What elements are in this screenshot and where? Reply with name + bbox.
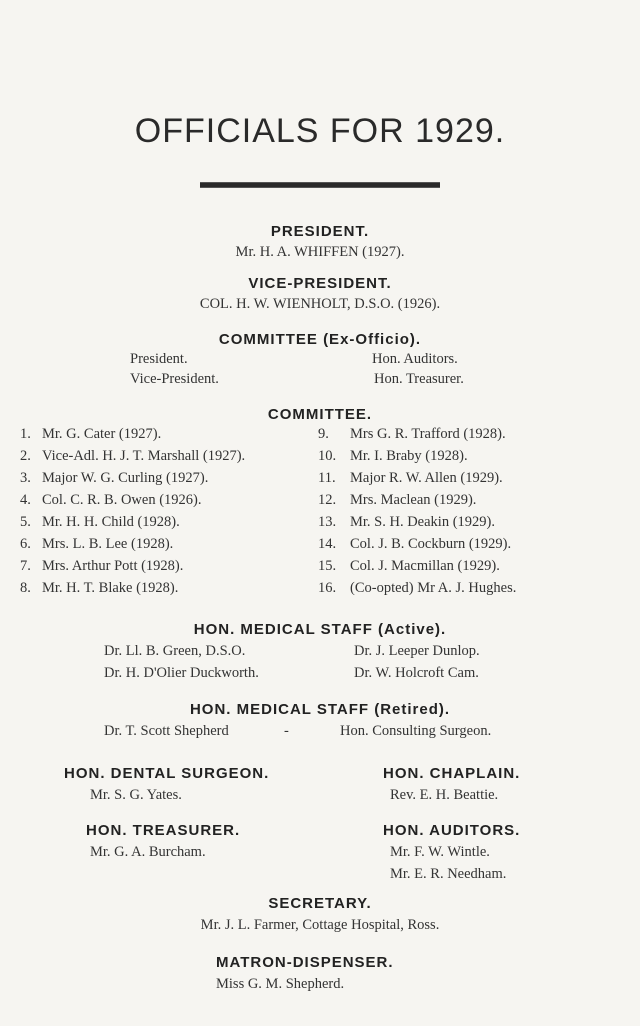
committee-member: 4. Col. C. R. B. Owen (1926).: [20, 492, 202, 508]
chaplain-heading: HON. CHAPLAIN.: [383, 765, 521, 782]
ex-officio-left-2: Vice-President.: [130, 371, 219, 387]
medical-retired-dash: -: [284, 723, 289, 739]
page-title: OFFICIALS FOR 1929.: [134, 112, 506, 150]
medical-retired-name: Dr. T. Scott Shepherd: [104, 723, 229, 739]
committee-member: 16. (Co-opted) Mr A. J. Hughes.: [318, 580, 517, 596]
medical-retired-role: Hon. Consulting Surgeon.: [340, 723, 492, 739]
matron-name: Miss G. M. Shepherd.: [216, 976, 345, 992]
medical-retired-heading: HON. MEDICAL STAFF (Retired).: [189, 701, 451, 718]
matron-heading: MATRON-DISPENSER.: [216, 954, 394, 971]
chaplain-name: Rev. E. H. Beattie.: [390, 787, 499, 803]
committee-member: 12. Mrs. Maclean (1929).: [318, 492, 477, 508]
committee-member: 14. Col. J. B. Cockburn (1929).: [318, 536, 512, 552]
medical-active-right-2: Dr. W. Holcroft Cam.: [354, 665, 479, 681]
auditors-heading: HON. AUDITORS.: [383, 822, 521, 839]
committee-member: 3. Major W. G. Curling (1927).: [20, 470, 209, 486]
committee-member: 9. Mrs G. R. Trafford (1928).: [318, 426, 506, 442]
ex-officio-left-1: President.: [130, 351, 188, 367]
committee-member: 2. Vice-Adl. H. J. T. Marshall (1927).: [20, 448, 246, 464]
committee-member: 8. Mr. H. T. Blake (1928).: [20, 580, 179, 596]
ex-officio-right-1: Hon. Auditors.: [372, 351, 458, 367]
committee-member: 6. Mrs. L. B. Lee (1928).: [20, 536, 174, 552]
medical-active-heading: HON. MEDICAL STAFF (Active).: [193, 621, 447, 638]
committee-member: 7. Mrs. Arthur Pott (1928).: [20, 558, 184, 574]
vice-president-name: COL. H. W. WIENHOLT, D.S.O. (1926).: [199, 296, 441, 312]
title-rule: [200, 182, 440, 188]
ex-officio-right-2: Hon. Treasurer.: [374, 371, 464, 387]
vice-president-heading: VICE-PRESIDENT.: [248, 275, 392, 292]
medical-active-right-1: Dr. J. Leeper Dunlop.: [354, 643, 480, 659]
dental-surgeon-heading: HON. DENTAL SURGEON.: [64, 765, 270, 782]
committee-member: 5. Mr. H. H. Child (1928).: [20, 514, 180, 530]
medical-active-left-1: Dr. Ll. B. Green, D.S.O.: [104, 643, 246, 659]
auditor-name-1: Mr. F. W. Wintle.: [390, 844, 490, 860]
committee-member: 1. Mr. G. Cater (1927).: [20, 426, 162, 442]
president-name: Mr. H. A. WHIFFEN (1927).: [235, 244, 405, 260]
ex-officio-heading: COMMITTEE (Ex-Officio).: [218, 331, 422, 348]
secretary-heading: SECRETARY.: [268, 895, 372, 912]
medical-active-left-2: Dr. H. D'Olier Duckworth.: [104, 665, 259, 681]
auditor-name-2: Mr. E. R. Needham.: [390, 866, 507, 882]
committee-member: 15. Col. J. Macmillan (1929).: [318, 558, 500, 574]
treasurer-heading: HON. TREASURER.: [86, 822, 241, 839]
committee-member: 13. Mr. S. H. Deakin (1929).: [318, 514, 495, 530]
committee-heading: COMMITTEE.: [267, 406, 373, 423]
president-heading: PRESIDENT.: [270, 223, 370, 240]
dental-surgeon-name: Mr. S. G. Yates.: [90, 787, 182, 803]
committee-member: 10. Mr. I. Braby (1928).: [318, 448, 468, 464]
committee-member: 11. Major R. W. Allen (1929).: [318, 470, 503, 486]
secretary-name: Mr. J. L. Farmer, Cottage Hospital, Ross.: [200, 917, 440, 933]
treasurer-name: Mr. G. A. Burcham.: [90, 844, 206, 860]
